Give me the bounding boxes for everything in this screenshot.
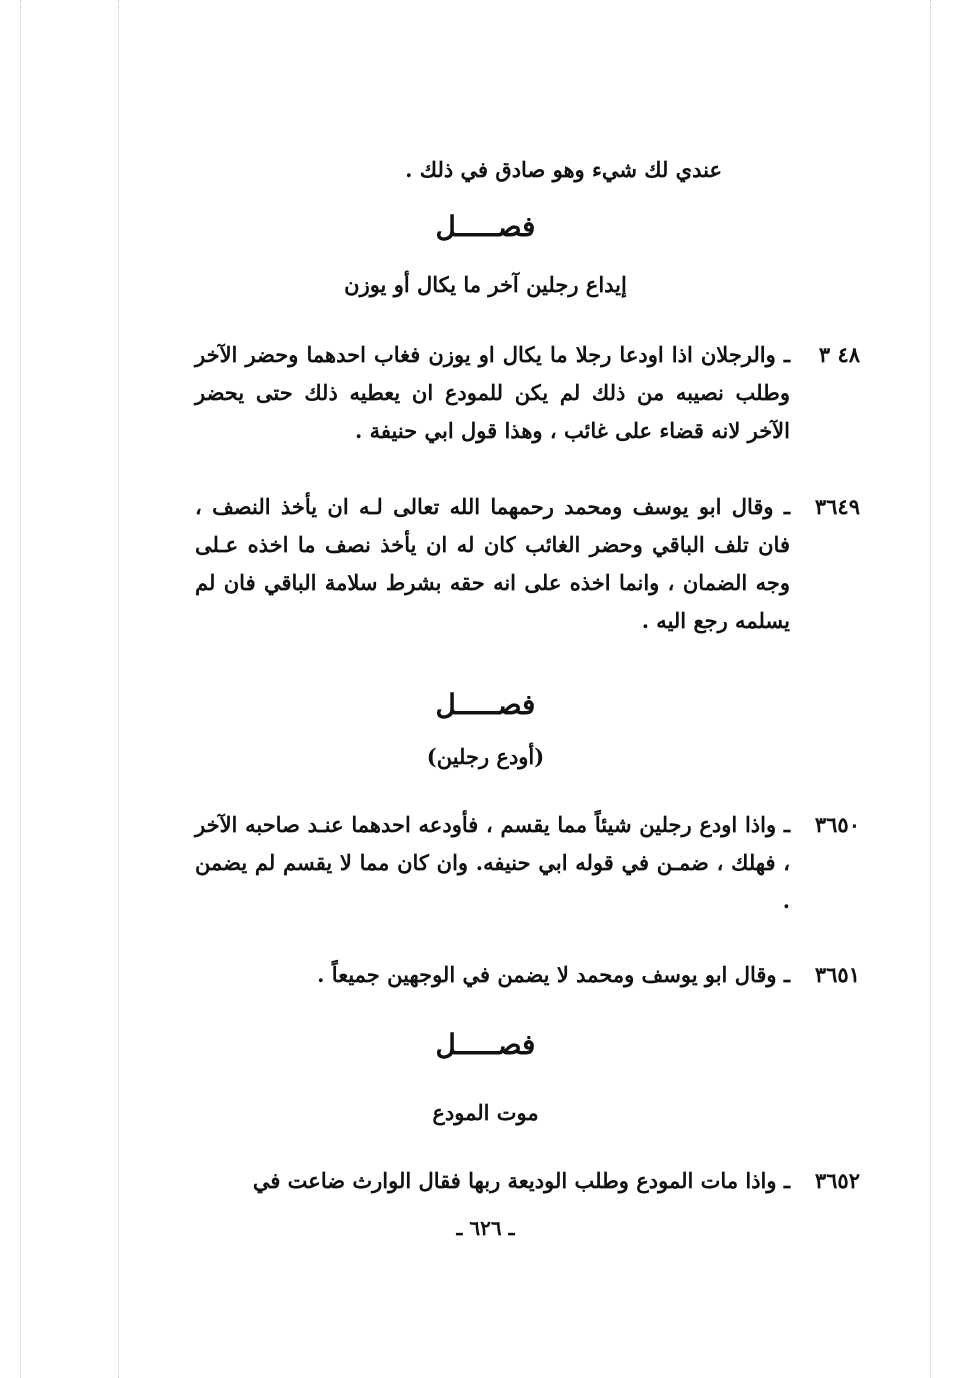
paragraph-number: ٣٦٤٩ [814, 494, 860, 519]
paragraph [195, 336, 860, 456]
section-heading: فصـــــل [435, 210, 536, 243]
paragraph [195, 1162, 860, 1202]
section-heading: فصـــــل [435, 1028, 536, 1061]
paragraph-text: ـ وقال ابو يوسف ومحمد رحمهما الله تعالى لـه ان يأخذ النصف ، فان تلف الباقي وحضر الغائب كان له ان يأخذ نصف ما اخذه عـلى وجه الضمان ، وانما اخذه على انه حقه بشرط سلامة الباقي فان لم يسلمه رجع اليه . [195, 494, 790, 633]
paragraph-number: ٤٨ ٣ [818, 342, 860, 367]
page-number: ـ ٦٢٦ ـ [456, 1216, 515, 1240]
paragraph [195, 488, 860, 648]
section-subheading: موت المودع [432, 1100, 539, 1125]
paragraph-number: ٣٦٥١ [814, 962, 860, 987]
section-subheading: إيداع رجلين آخر ما يكال أو يوزن [344, 272, 627, 297]
paragraph [195, 806, 860, 926]
section-heading: فصـــــل [435, 688, 536, 721]
paragraph-text: ـ واذا اودع رجلين شيئاً مما يقسم ، فأودعه احدهما عنـد صاحبه الآخر ، فهلك ، ضمـن في قوله ابي حنيفه. وان كان مما لا يقسم لم يضمن . [195, 812, 790, 913]
top-line: عندي لك شيء وهو صادق في ذلك . [405, 157, 722, 182]
paragraph-text: ـ وقال ابو يوسف ومحمد لا يضمن في الوجهين جميعاً . [317, 962, 790, 987]
paragraph-number: ٣٦٥٠ [814, 812, 860, 837]
paragraph [195, 956, 860, 996]
paragraph-number: ٣٦٥٢ [814, 1168, 860, 1193]
section-subheading: (أودع رجلين) [426, 744, 545, 769]
paragraph-text: ـ واذا مات المودع وطلب الوديعة ربها فقال الوارث ضاعت في [252, 1168, 790, 1193]
paragraph-text: ـ والرجلان اذا اودعا رجلا ما يكال او يوزن فغاب احدهما وحضر الآخر وطلب نصيبه من ذلك لم يكن للمودع ان يعطيه ذلك حتى يحضر الآخر لانه قضاء على غائب ، وهذا قول ابي حنيفة . [195, 342, 790, 443]
